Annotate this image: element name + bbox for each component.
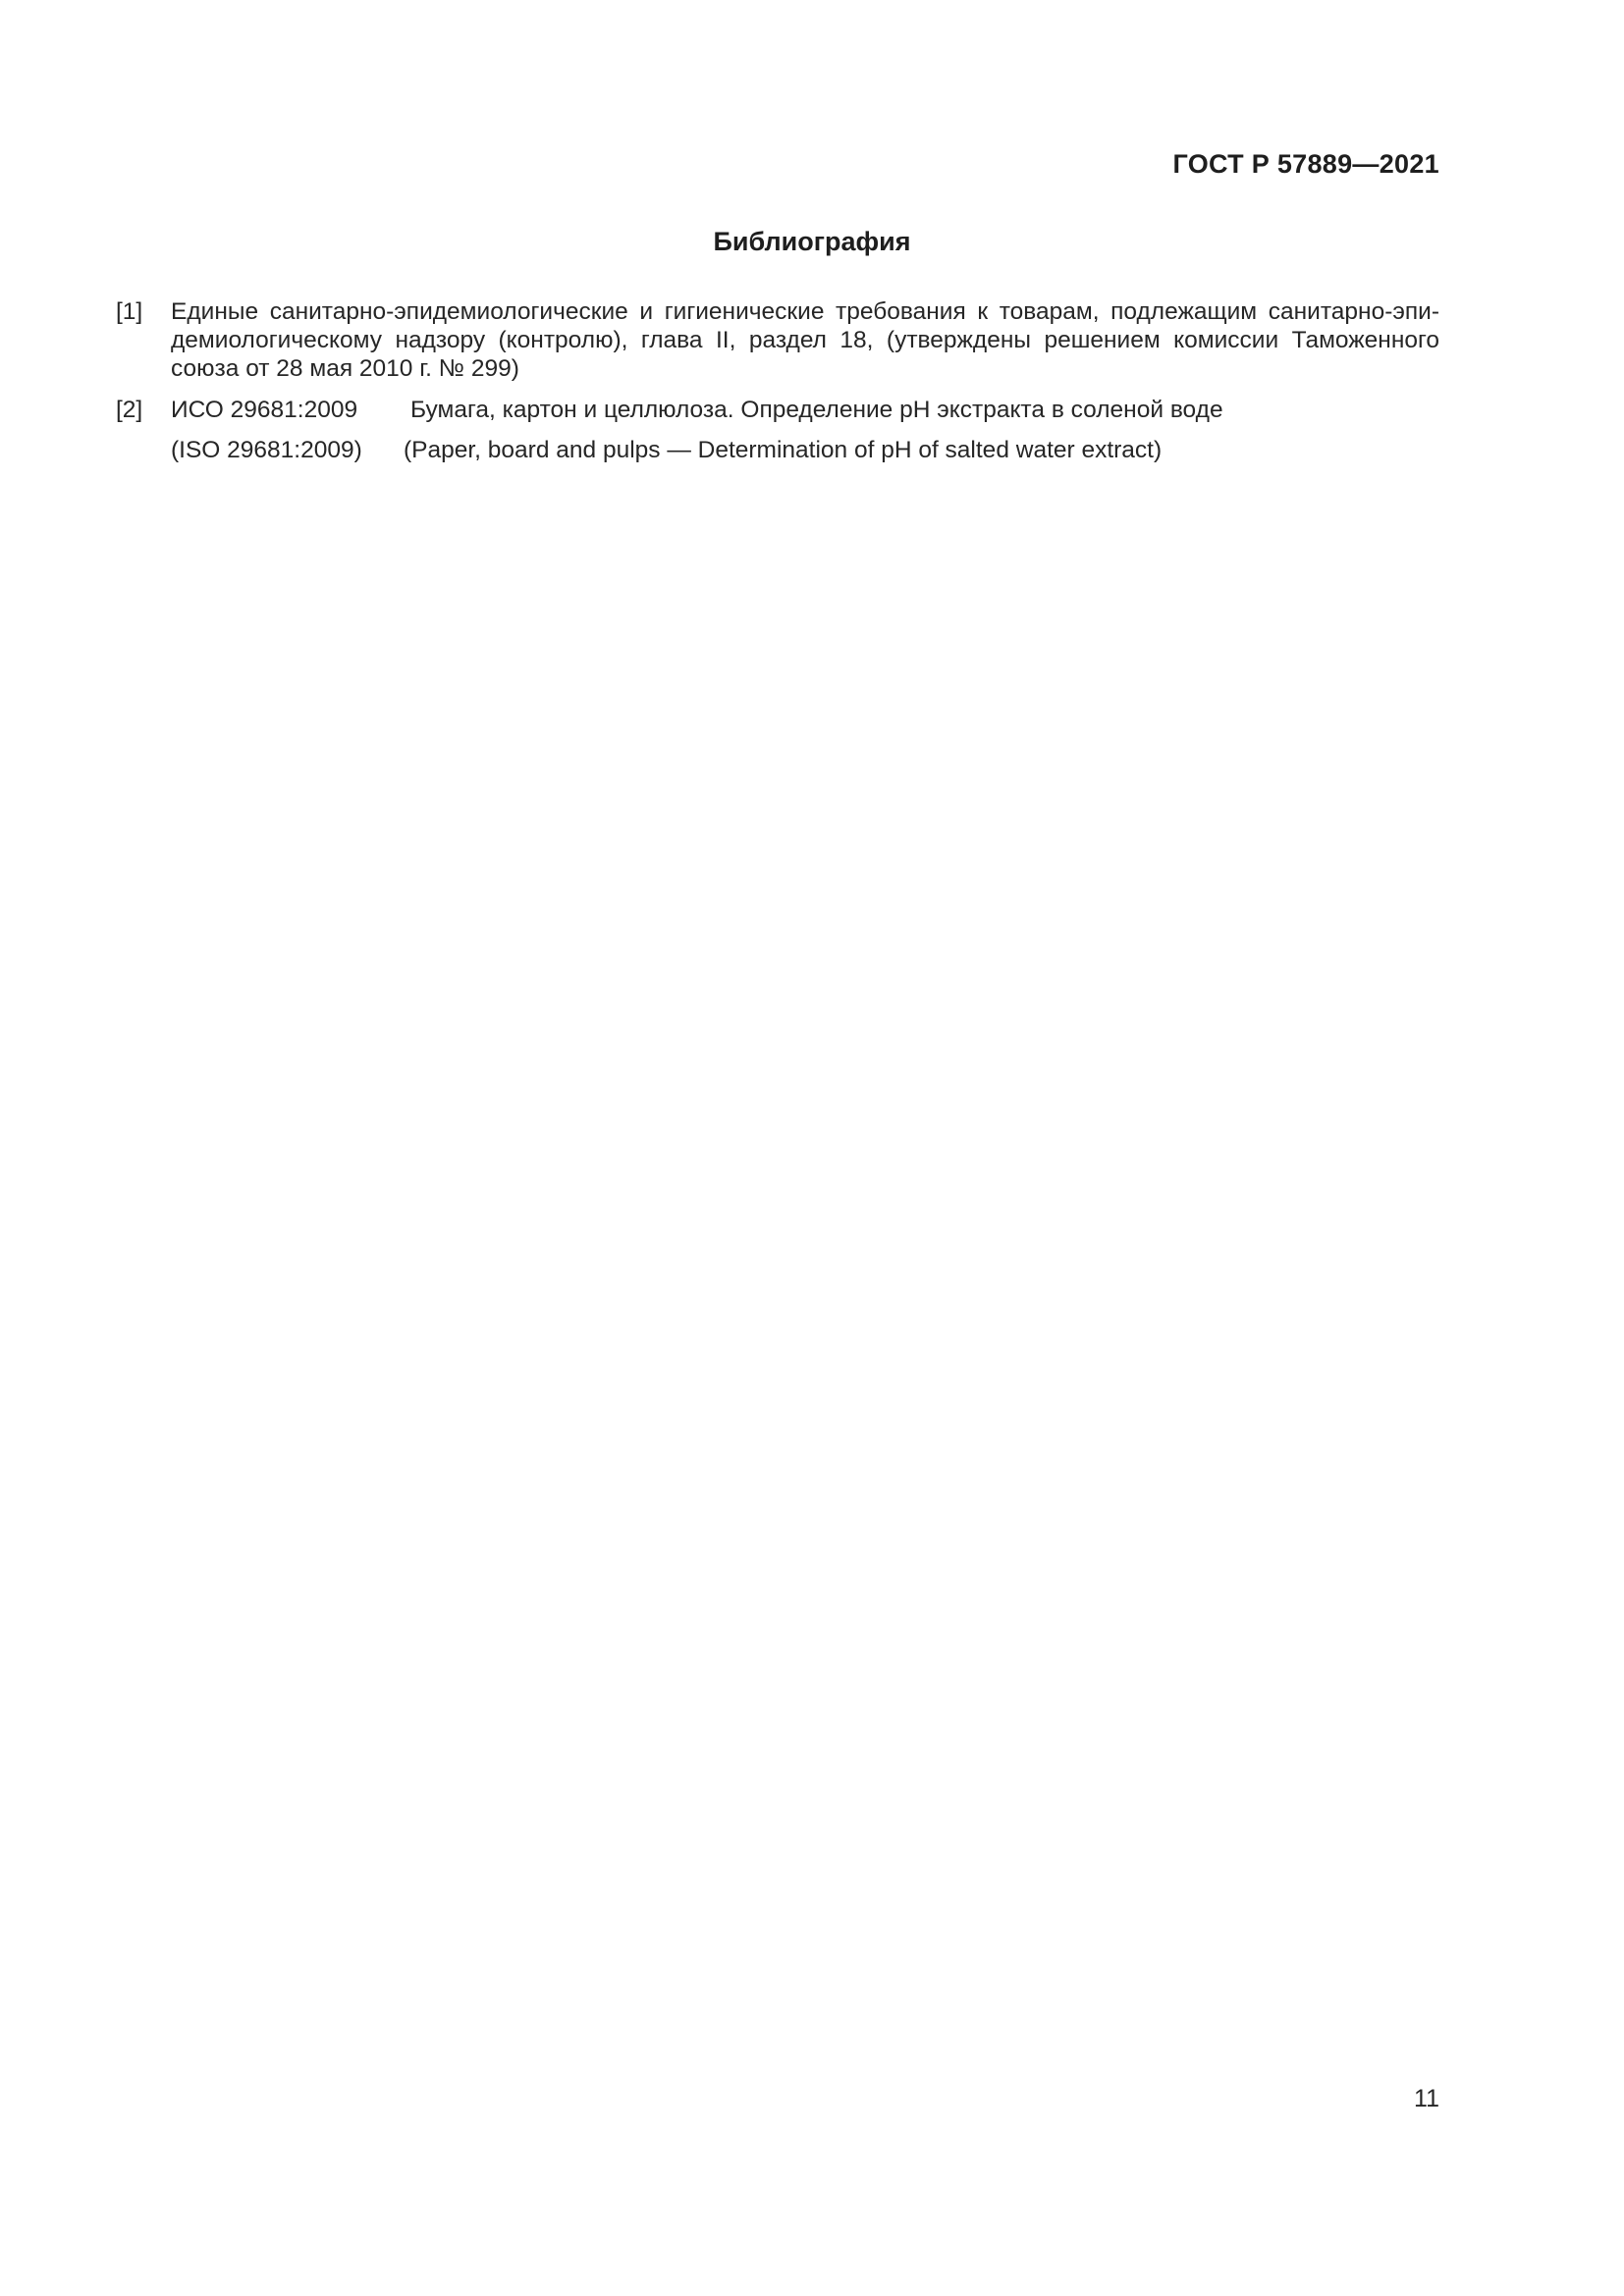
page-number: 11	[1414, 2085, 1439, 2112]
international-reference-line	[171, 436, 1439, 464]
standard-title-ru: Бумага, картон и целлюлоза. Определение рН экстракта в соленой воде	[410, 397, 1223, 423]
bibliography-entry-2	[116, 396, 1439, 464]
section-title: Библиография	[713, 227, 911, 256]
bibliography-list	[116, 297, 1439, 464]
document-code: ГОСТ Р 57889—2021	[1172, 149, 1439, 179]
russian-reference-line	[171, 396, 1439, 424]
standard-code-ru: ИСО 29681:2009	[171, 397, 358, 423]
bibliography-number: [1]	[116, 298, 143, 325]
bibliography-text: Единые санитарно-эпидемиологические и гигиенические требования к товарам, подлежащим санитарно-эпидемиологическому надзору (контролю), глава II, раздел 18, (утверждены решением комиссии Таможенного союза от 28 мая 2010 г. № 299)	[171, 298, 1439, 382]
bibliography-number: [2]	[116, 397, 143, 423]
standard-code-intl: (ISO 29681:2009)	[171, 437, 362, 463]
standard-title-intl: (Paper, board and pulps — Determination of pH of salted water extract)	[404, 437, 1163, 463]
bibliography-entry-1	[116, 297, 1439, 383]
